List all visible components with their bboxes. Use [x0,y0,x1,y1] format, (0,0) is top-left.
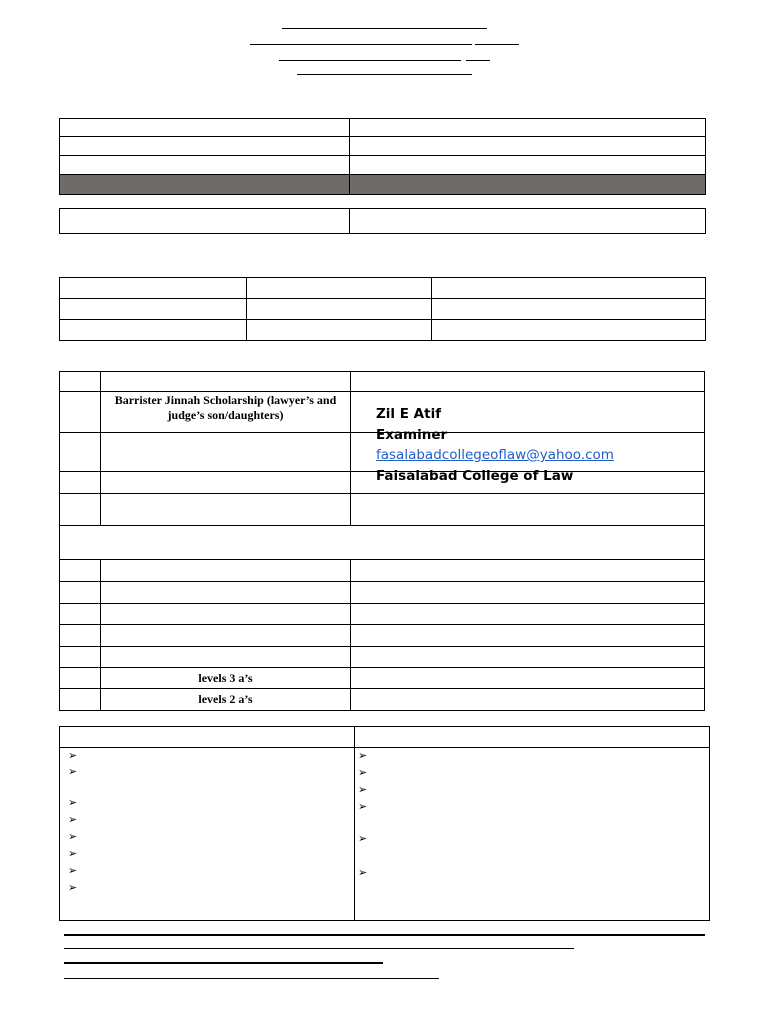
bullet-arrow-icon: ➢ [358,866,368,879]
table-row [60,137,706,156]
contact-email-link[interactable]: fasalabadcollegeoflaw@yahoo.com [376,447,614,463]
table-row [60,689,705,711]
header-line-4 [297,74,472,75]
bullet-arrow-icon: ➢ [358,800,368,813]
contact-institution: Faisalabad College of Law [376,467,574,484]
bullet-list-table [59,726,710,921]
header-line-2b [475,44,519,45]
bullet-arrow-icon: ➢ [68,847,78,860]
bullet-arrow-icon: ➢ [358,783,368,796]
table-row [60,560,705,582]
personal-info-table [59,118,706,195]
table-row [60,299,706,320]
table-row [60,604,705,625]
bullet-arrow-icon: ➢ [68,796,78,809]
bullet-arrow-icon: ➢ [358,766,368,779]
contact-name: Zil E Atif [376,406,442,422]
single-row-table [59,208,706,234]
merged-row [60,526,705,560]
table-row [60,582,705,604]
shaded-row [60,175,706,195]
table-row [60,647,705,668]
bullet-arrow-icon: ➢ [68,749,78,762]
footer-line-3 [64,962,383,964]
table-row [60,156,706,175]
table-row [60,625,705,647]
header-line-3b [466,60,490,61]
contact-block [376,404,614,486]
bullet-arrow-icon: ➢ [68,813,78,826]
table-row [60,748,710,921]
table-row [60,727,710,748]
header-line-2a [250,44,472,45]
levels-2-label: levels 2 a’s [198,692,253,706]
bullet-arrow-icon: ➢ [358,832,368,845]
bullet-arrow-icon: ➢ [68,765,78,778]
table-row [60,209,706,234]
bullet-arrow-icon: ➢ [68,881,78,894]
footer-line-2 [64,948,574,949]
scholarship-title: Barrister Jinnah Scholarship (lawyer’s and judge’s son/daughters) [114,393,337,422]
table-row [60,668,705,689]
contact-role: Examiner [376,426,448,443]
header-line-1 [282,28,487,29]
table-row [60,372,705,392]
table-row [60,119,706,137]
footer-line-1 [64,934,705,936]
three-column-table [59,277,706,341]
header-line-3a [279,60,461,61]
levels-3-label: levels 3 a’s [198,670,253,685]
bullet-arrow-icon: ➢ [68,864,78,877]
bullet-arrow-icon: ➢ [68,830,78,843]
table-row [60,494,705,526]
table-row [60,320,706,341]
footer-line-4 [64,978,439,979]
table-row [60,278,706,299]
bullet-arrow-icon: ➢ [358,749,368,762]
